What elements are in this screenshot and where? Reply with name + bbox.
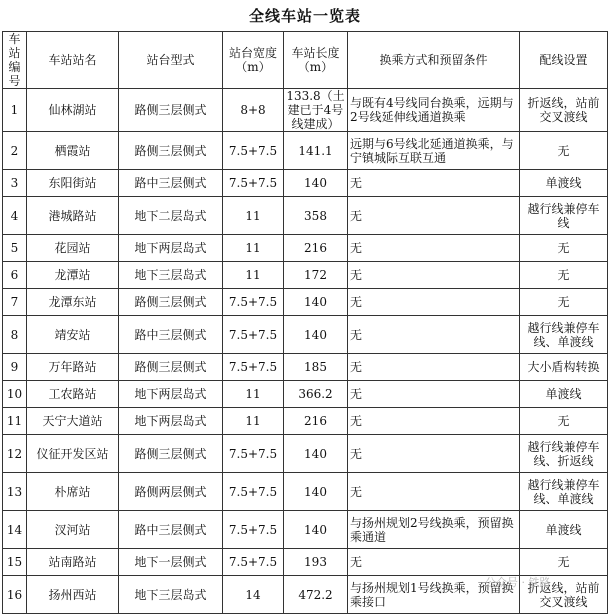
station-no-cell: 9 xyxy=(3,354,27,381)
transfer-cell: 无 xyxy=(348,289,520,316)
platform-type-cell: 路中三层侧式 xyxy=(119,170,223,197)
platform-width-cell: 7.5+7.5 xyxy=(223,511,284,549)
table-row xyxy=(3,262,608,289)
station-no-cell: 1 xyxy=(3,89,27,132)
platform-width-cell: 7.5+7.5 xyxy=(223,549,284,576)
station-no-cell: 13 xyxy=(3,473,27,511)
station-name-cell: 仙林湖站 xyxy=(27,89,119,132)
station-length-cell: 140 xyxy=(284,289,348,316)
transfer-cell: 与扬州规划2号线换乘，预留换乘通道 xyxy=(348,511,520,549)
transfer-cell: 无 xyxy=(348,354,520,381)
header-transfer: 换乘方式和预留条件 xyxy=(348,32,520,89)
siding-cell: 无 xyxy=(520,235,608,262)
platform-width-cell: 14 xyxy=(223,576,284,614)
platform-type-cell: 路侧两层侧式 xyxy=(119,473,223,511)
platform-width-cell: 11 xyxy=(223,408,284,435)
station-no-cell: 12 xyxy=(3,435,27,473)
station-name-cell: 仪征开发区站 xyxy=(27,435,119,473)
table-body xyxy=(3,89,608,614)
station-length-cell: 216 xyxy=(284,408,348,435)
header-station-no: 车站编号 xyxy=(3,32,27,89)
transfer-cell: 远期与6号线北延通道换乘，与宁镇城际互联互通 xyxy=(348,132,520,170)
station-name-cell: 龙潭站 xyxy=(27,262,119,289)
header-siding: 配线设置 xyxy=(520,32,608,89)
siding-cell: 越行线兼停车线、单渡线 xyxy=(520,316,608,354)
platform-width-cell: 7.5+7.5 xyxy=(223,354,284,381)
header-platform-width: 站台宽度（m） xyxy=(223,32,284,89)
platform-type-cell: 路侧三层侧式 xyxy=(119,89,223,132)
header-station-name: 车站站名 xyxy=(27,32,119,89)
station-no-cell: 14 xyxy=(3,511,27,549)
station-length-cell: 366.2 xyxy=(284,381,348,408)
station-length-cell: 472.2 xyxy=(284,576,348,614)
station-no-cell: 15 xyxy=(3,549,27,576)
siding-cell: 越行线兼停车线、单渡线 xyxy=(520,473,608,511)
header-platform-type: 站台型式 xyxy=(119,32,223,89)
platform-width-cell: 8+8 xyxy=(223,89,284,132)
station-length-cell: 185 xyxy=(284,354,348,381)
table-row xyxy=(3,473,608,511)
table-row xyxy=(3,316,608,354)
transfer-cell: 无 xyxy=(348,473,520,511)
siding-cell: 无 xyxy=(520,132,608,170)
station-table xyxy=(2,31,608,614)
table-row xyxy=(3,354,608,381)
platform-width-cell: 7.5+7.5 xyxy=(223,132,284,170)
transfer-cell: 无 xyxy=(348,197,520,235)
station-no-cell: 6 xyxy=(3,262,27,289)
platform-width-cell: 11 xyxy=(223,381,284,408)
platform-type-cell: 路侧三层侧式 xyxy=(119,132,223,170)
station-name-cell: 扬州西站 xyxy=(27,576,119,614)
station-no-cell: 3 xyxy=(3,170,27,197)
platform-type-cell: 路中三层侧式 xyxy=(119,511,223,549)
transfer-cell: 与既有4号线同台换乘，远期与2号线延伸线通道换乘 xyxy=(348,89,520,132)
station-name-cell: 靖安站 xyxy=(27,316,119,354)
station-no-cell: 2 xyxy=(3,132,27,170)
station-length-cell: 140 xyxy=(284,316,348,354)
station-length-cell: 140 xyxy=(284,170,348,197)
transfer-cell: 无 xyxy=(348,170,520,197)
station-name-cell: 朴席站 xyxy=(27,473,119,511)
siding-cell: 越行线兼停车线、折返线 xyxy=(520,435,608,473)
station-name-cell: 花园站 xyxy=(27,235,119,262)
station-no-cell: 5 xyxy=(3,235,27,262)
table-row xyxy=(3,197,608,235)
siding-cell: 无 xyxy=(520,289,608,316)
transfer-cell: 无 xyxy=(348,408,520,435)
station-length-cell: 141.1 xyxy=(284,132,348,170)
transfer-cell: 与扬州规划1号线换乘，预留换乘接口 xyxy=(348,576,520,614)
transfer-cell: 无 xyxy=(348,235,520,262)
watermark: 公众号 · 铁路 xyxy=(485,576,551,589)
siding-cell: 折返线，站前交叉渡线 xyxy=(520,89,608,132)
table-row xyxy=(3,289,608,316)
station-length-cell: 140 xyxy=(284,511,348,549)
station-no-cell: 10 xyxy=(3,381,27,408)
table-row xyxy=(3,89,608,132)
station-length-cell: 216 xyxy=(284,235,348,262)
station-no-cell: 4 xyxy=(3,197,27,235)
table-row xyxy=(3,549,608,576)
platform-width-cell: 7.5+7.5 xyxy=(223,435,284,473)
station-name-cell: 栖霞站 xyxy=(27,132,119,170)
siding-cell: 单渡线 xyxy=(520,381,608,408)
transfer-cell: 无 xyxy=(348,262,520,289)
platform-type-cell: 地下两层岛式 xyxy=(119,381,223,408)
platform-width-cell: 7.5+7.5 xyxy=(223,473,284,511)
platform-type-cell: 路侧三层侧式 xyxy=(119,289,223,316)
siding-cell: 单渡线 xyxy=(520,511,608,549)
station-no-cell: 8 xyxy=(3,316,27,354)
station-no-cell: 16 xyxy=(3,576,27,614)
platform-type-cell: 地下一层侧式 xyxy=(119,549,223,576)
platform-width-cell: 7.5+7.5 xyxy=(223,316,284,354)
platform-width-cell: 11 xyxy=(223,262,284,289)
table-title: 全线车站一览表 xyxy=(248,7,361,25)
transfer-cell: 无 xyxy=(348,316,520,354)
platform-type-cell: 路侧三层侧式 xyxy=(119,435,223,473)
table-row xyxy=(3,381,608,408)
station-length-cell: 140 xyxy=(284,473,348,511)
platform-type-cell: 地下三层岛式 xyxy=(119,576,223,614)
siding-cell: 无 xyxy=(520,262,608,289)
station-name-cell: 工农路站 xyxy=(27,381,119,408)
siding-cell: 无 xyxy=(520,408,608,435)
siding-cell: 折返线，站前交叉渡线 xyxy=(520,576,608,614)
transfer-cell: 无 xyxy=(348,435,520,473)
platform-width-cell: 7.5+7.5 xyxy=(223,170,284,197)
station-length-cell: 358 xyxy=(284,197,348,235)
platform-type-cell: 地下两层岛式 xyxy=(119,408,223,435)
table-row xyxy=(3,435,608,473)
table-row xyxy=(3,235,608,262)
siding-cell: 越行线兼停车线 xyxy=(520,197,608,235)
transfer-cell: 无 xyxy=(348,381,520,408)
header-station-length: 车站长度（m） xyxy=(284,32,348,89)
table-row xyxy=(3,132,608,170)
station-name-cell: 万年路站 xyxy=(27,354,119,381)
platform-type-cell: 路侧三层侧式 xyxy=(119,354,223,381)
platform-type-cell: 地下两层岛式 xyxy=(119,235,223,262)
table-row xyxy=(3,170,608,197)
platform-width-cell: 7.5+7.5 xyxy=(223,289,284,316)
siding-cell: 无 xyxy=(520,549,608,576)
header-row xyxy=(3,32,608,89)
station-length-cell: 133.8（土建已于4号线建成） xyxy=(284,89,348,132)
station-name-cell: 站南路站 xyxy=(27,549,119,576)
station-length-cell: 193 xyxy=(284,549,348,576)
table-row xyxy=(3,408,608,435)
siding-cell: 单渡线 xyxy=(520,170,608,197)
station-no-cell: 7 xyxy=(3,289,27,316)
station-length-cell: 172 xyxy=(284,262,348,289)
platform-type-cell: 地下三层岛式 xyxy=(119,262,223,289)
table-row xyxy=(3,511,608,549)
station-length-cell: 140 xyxy=(284,435,348,473)
station-name-cell: 东阳街站 xyxy=(27,170,119,197)
platform-type-cell: 路中三层侧式 xyxy=(119,316,223,354)
station-name-cell: 港城路站 xyxy=(27,197,119,235)
station-name-cell: 汊河站 xyxy=(27,511,119,549)
siding-cell: 大小盾构转换 xyxy=(520,354,608,381)
transfer-cell: 无 xyxy=(348,549,520,576)
station-no-cell: 11 xyxy=(3,408,27,435)
station-name-cell: 天宁大道站 xyxy=(27,408,119,435)
station-name-cell: 龙潭东站 xyxy=(27,289,119,316)
platform-width-cell: 11 xyxy=(223,235,284,262)
platform-width-cell: 11 xyxy=(223,197,284,235)
platform-type-cell: 地下二层岛式 xyxy=(119,197,223,235)
